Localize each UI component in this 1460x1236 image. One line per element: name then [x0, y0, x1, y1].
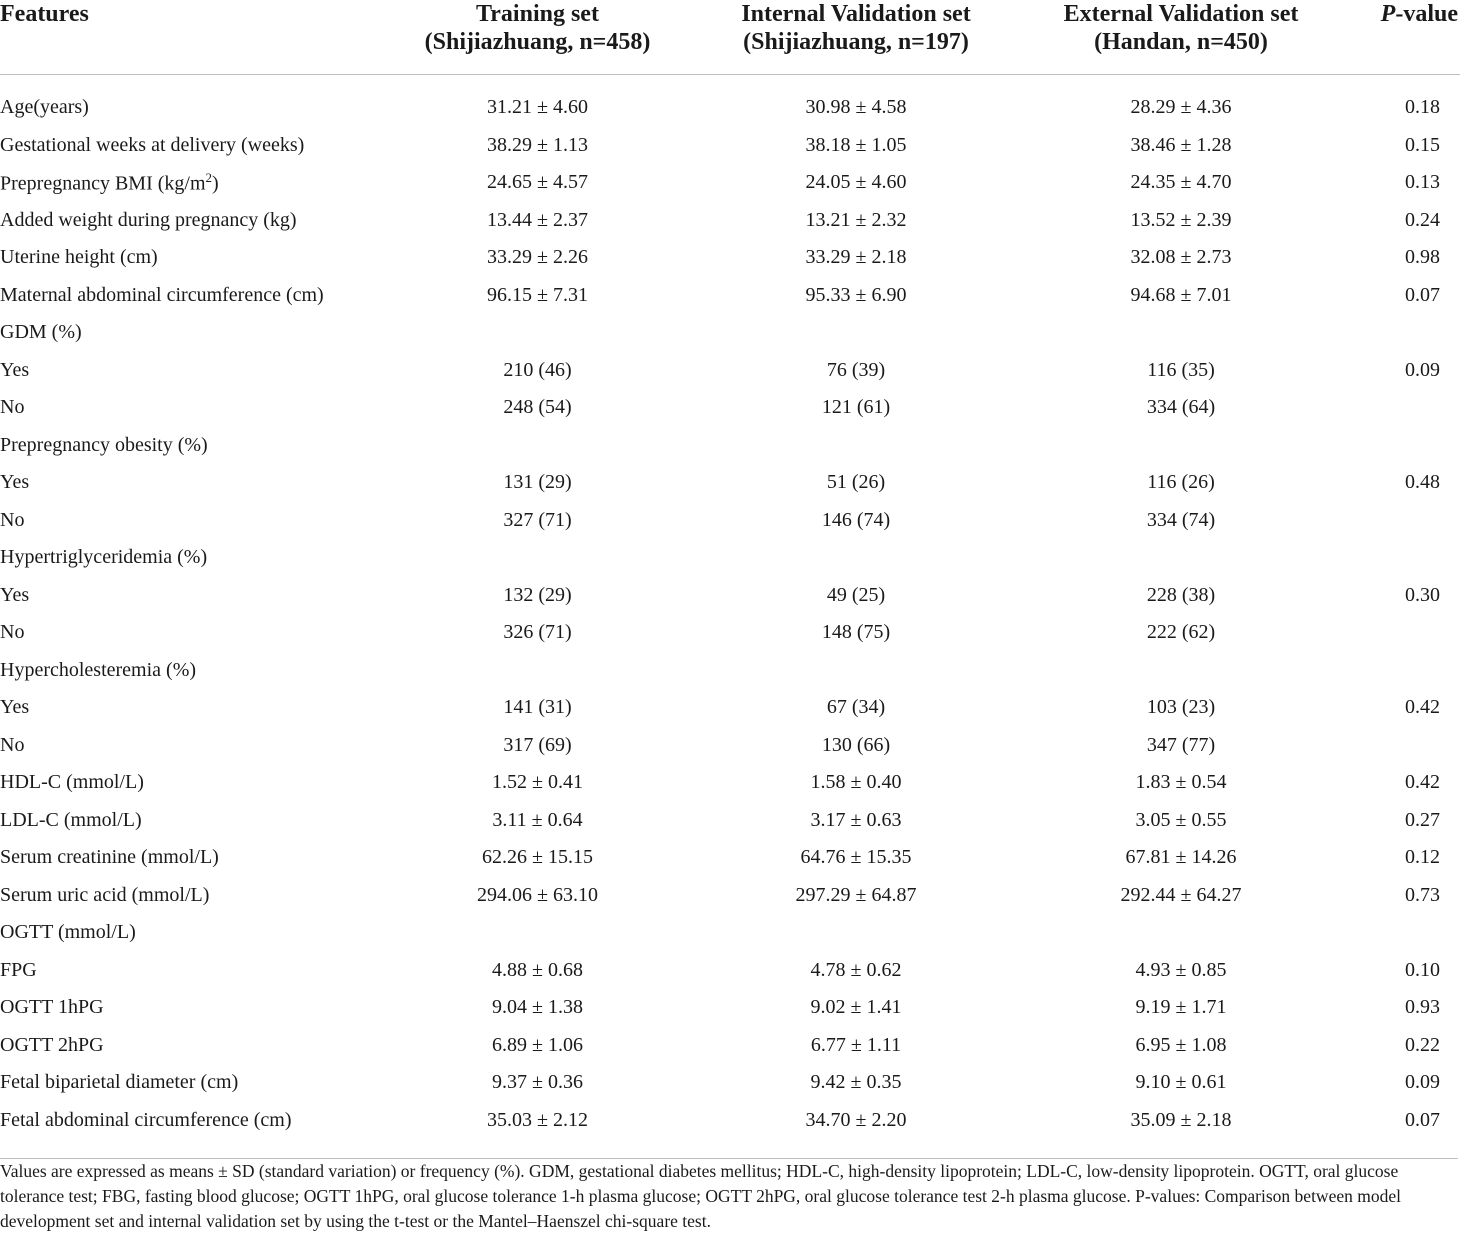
- external-validation-cell: 116 (35): [1147, 358, 1215, 381]
- training-set-cell: 13.44 ± 2.37: [487, 208, 588, 231]
- internal-validation-cell: [690, 314, 1022, 352]
- training-set-cell: 3.11 ± 0.64: [492, 808, 583, 831]
- training-set-cell: 294.06 ± 63.10: [477, 883, 598, 906]
- feature-cell: Uterine height (cm): [0, 246, 158, 269]
- internal-validation-cell: 49 (25): [826, 583, 886, 606]
- table-row: [0, 877, 1460, 915]
- p-value-cell: 0.13: [1405, 171, 1440, 194]
- external-validation-cell: 334 (64): [1146, 396, 1216, 419]
- feature-cell: Age(years): [0, 96, 89, 119]
- p-value-cell: 0.24: [1405, 208, 1440, 231]
- p-value-cell: [1340, 539, 1460, 577]
- p-value-cell: 0.98: [1405, 246, 1440, 269]
- table-row: [0, 75, 1460, 127]
- header-p-value: P-value: [1340, 0, 1460, 75]
- feature-cell: FPG: [0, 958, 37, 981]
- training-set-cell: 6.89 ± 1.06: [492, 1033, 583, 1056]
- external-validation-cell: 116 (26): [1147, 471, 1215, 494]
- external-validation-cell: 24.35 ± 4.70: [1130, 171, 1232, 194]
- training-set-cell: 33.29 ± 2.26: [487, 246, 588, 269]
- table-row: [0, 127, 1460, 165]
- table-row: [0, 1102, 1460, 1150]
- internal-validation-cell: 34.70 ± 2.20: [805, 1108, 907, 1131]
- training-set-cell: 4.88 ± 0.68: [492, 958, 583, 981]
- external-validation-cell: 67.81 ± 14.26: [1125, 846, 1237, 869]
- training-set-cell: [385, 652, 690, 690]
- training-set-cell: 31.21 ± 4.60: [487, 96, 588, 119]
- table-row: [0, 464, 1460, 502]
- training-set-cell: 35.03 ± 2.12: [487, 1108, 588, 1131]
- internal-validation-cell: 9.02 ± 1.41: [810, 996, 902, 1019]
- internal-validation-cell: 297.29 ± 64.87: [795, 883, 917, 906]
- internal-validation-cell: 67 (34): [826, 696, 886, 719]
- feature-cell: Gestational weeks at delivery (weeks): [0, 133, 305, 156]
- internal-validation-cell: 146 (74): [821, 508, 891, 531]
- footnote-text: Values are expressed as means ± SD (standard variation) or frequency (%). GDM, gestational diabetes mellitus; HDL-C, high-density lipoprotein; LDL-C, low-density lipoprotein. OGTT, oral glucose tolerance test; FBG, fasting blood glucose; OGTT 1hPG, oral glucose tolerance 1-h plasma glucose; OGTT 2hPG, oral glucose tolerance test 2-h plasma glucose. P-values: Comparison between model development set and internal validation set by using the t-test or the Mantel–Haenszel chi-square test.: [0, 1161, 1401, 1231]
- training-set-cell: 132 (29): [503, 583, 572, 606]
- table-row: [0, 1027, 1460, 1065]
- p-value-cell: [1340, 389, 1460, 427]
- p-value-cell: 0.09: [1405, 1071, 1440, 1094]
- table-row: [0, 652, 1460, 690]
- table-row: [0, 689, 1460, 727]
- p-value-cell: 0.15: [1405, 133, 1440, 156]
- feature-cell: Serum uric acid (mmol/L): [0, 883, 210, 906]
- feature-cell: GDM (%): [0, 321, 82, 344]
- p-value-cell: 0.12: [1405, 846, 1440, 869]
- p-value-cell: [1340, 614, 1460, 652]
- table-row: [0, 502, 1460, 540]
- internal-validation-cell: 6.77 ± 1.11: [810, 1033, 902, 1056]
- p-value-cell: 0.10: [1405, 958, 1440, 981]
- training-set-cell: 327 (71): [503, 508, 572, 531]
- external-validation-cell: 292.44 ± 64.27: [1120, 883, 1242, 906]
- table-row: [0, 839, 1460, 877]
- table-footnote: [0, 1158, 1458, 1234]
- internal-validation-cell: 3.17 ± 0.63: [810, 808, 902, 831]
- internal-validation-cell: 4.78 ± 0.62: [810, 958, 902, 981]
- external-validation-cell: 228 (38): [1146, 583, 1216, 606]
- internal-validation-cell: [690, 652, 1022, 690]
- training-set-cell: 96.15 ± 7.31: [487, 283, 588, 306]
- external-validation-cell: 347 (77): [1146, 733, 1216, 756]
- p-value-cell: 0.07: [1405, 1108, 1440, 1131]
- table-row: [0, 577, 1460, 615]
- external-validation-cell: 28.29 ± 4.36: [1130, 96, 1232, 119]
- feature-cell: Maternal abdominal circumference (cm): [0, 283, 324, 306]
- p-value-cell: 0.30: [1405, 583, 1440, 606]
- feature-cell: Added weight during pregnancy (kg): [0, 208, 297, 231]
- table-row: [0, 764, 1460, 802]
- table-row: [0, 727, 1460, 765]
- header-training-set: Training set (Shijiazhuang, n=458): [385, 0, 690, 75]
- feature-cell: Fetal biparietal diameter (cm): [0, 1071, 239, 1094]
- p-value-cell: 0.93: [1405, 996, 1440, 1019]
- feature-cell: No: [0, 508, 25, 531]
- external-validation-cell: 222 (62): [1146, 621, 1216, 644]
- p-value-cell: 0.27: [1405, 808, 1440, 831]
- training-set-cell: 1.52 ± 0.41: [492, 771, 583, 794]
- table-row: [0, 239, 1460, 277]
- p-value-cell: 0.09: [1405, 358, 1440, 381]
- feature-cell: OGTT (mmol/L): [0, 921, 136, 944]
- p-value-cell: [1340, 727, 1460, 765]
- feature-cell: Hypertriglyceridemia (%): [0, 546, 208, 569]
- feature-cell: Yes: [0, 583, 30, 606]
- internal-validation-cell: 64.76 ± 15.35: [800, 846, 912, 869]
- table-row: [0, 202, 1460, 240]
- internal-validation-cell: 30.98 ± 4.58: [805, 96, 907, 119]
- table-row: [0, 164, 1460, 202]
- feature-cell: Yes: [0, 358, 30, 381]
- training-set-cell: 62.26 ± 15.15: [482, 846, 593, 869]
- internal-validation-cell: 76 (39): [826, 358, 886, 381]
- internal-validation-cell: 9.42 ± 0.35: [810, 1071, 902, 1094]
- feature-cell: Yes: [0, 696, 30, 719]
- feature-cell: LDL-C (mmol/L): [0, 808, 142, 831]
- external-validation-cell: 32.08 ± 2.73: [1130, 246, 1232, 269]
- table-row: [0, 1064, 1460, 1102]
- training-set-cell: 24.65 ± 4.57: [487, 171, 588, 194]
- table-header: [0, 0, 1460, 75]
- feature-cell: Yes: [0, 471, 30, 494]
- external-validation-cell: 3.05 ± 0.55: [1135, 808, 1227, 831]
- feature-cell: HDL-C (mmol/L): [0, 771, 144, 794]
- internal-validation-cell: 13.21 ± 2.32: [805, 208, 907, 231]
- internal-validation-cell: 24.05 ± 4.60: [805, 171, 907, 194]
- internal-validation-cell: 95.33 ± 6.90: [805, 283, 907, 306]
- training-set-cell: [385, 314, 690, 352]
- table-row: [0, 314, 1460, 352]
- feature-cell: No: [0, 621, 25, 644]
- training-set-cell: 326 (71): [503, 621, 572, 644]
- header-row: [0, 0, 1460, 75]
- p-value-cell: 0.48: [1405, 471, 1440, 494]
- feature-cell: Serum creatinine (mmol/L): [0, 846, 219, 869]
- table-row: [0, 352, 1460, 390]
- table-row: [0, 389, 1460, 427]
- external-validation-cell: [1022, 314, 1340, 352]
- external-validation-cell: 4.93 ± 0.85: [1135, 958, 1227, 981]
- table-row: [0, 989, 1460, 1027]
- internal-validation-cell: 130 (66): [821, 733, 891, 756]
- p-value-cell: 0.07: [1405, 283, 1440, 306]
- feature-cell: OGTT 1hPG: [0, 996, 104, 1019]
- training-set-cell: 9.37 ± 0.36: [492, 1071, 583, 1094]
- feature-cell: OGTT 2hPG: [0, 1033, 104, 1056]
- external-validation-cell: 9.10 ± 0.61: [1135, 1071, 1227, 1094]
- header-external-validation-set: External Validation set (Handan, n=450): [1022, 0, 1340, 75]
- training-set-cell: 131 (29): [503, 471, 572, 494]
- p-value-cell: [1340, 314, 1460, 352]
- table-row: [0, 614, 1460, 652]
- external-validation-cell: 13.52 ± 2.39: [1130, 208, 1232, 231]
- p-value-cell: [1340, 652, 1460, 690]
- internal-validation-cell: 33.29 ± 2.18: [805, 246, 907, 269]
- external-validation-cell: [1022, 652, 1340, 690]
- training-set-cell: 141 (31): [503, 696, 572, 719]
- feature-cell: No: [0, 396, 25, 419]
- training-set-cell: [385, 539, 690, 577]
- table-row: [0, 952, 1460, 990]
- external-validation-cell: [1022, 914, 1340, 952]
- internal-validation-cell: 1.58 ± 0.40: [810, 771, 902, 794]
- table-row: [0, 277, 1460, 315]
- feature-cell: Prepregnancy BMI $(kg/m^2)$: [0, 169, 219, 195]
- external-validation-cell: 38.46 ± 1.28: [1130, 133, 1232, 156]
- p-value-cell: [1340, 427, 1460, 465]
- internal-validation-cell: 148 (75): [821, 621, 891, 644]
- p-value-cell: 0.18: [1405, 96, 1440, 119]
- table-row: [0, 539, 1460, 577]
- external-validation-cell: 6.95 ± 1.08: [1135, 1033, 1227, 1056]
- training-set-cell: [385, 427, 690, 465]
- external-validation-cell: [1022, 427, 1340, 465]
- p-value-cell: 0.22: [1405, 1033, 1440, 1056]
- training-set-cell: [385, 914, 690, 952]
- internal-validation-cell: 121 (61): [821, 396, 891, 419]
- external-validation-cell: 9.19 ± 1.71: [1135, 996, 1227, 1019]
- table-row: [0, 914, 1460, 952]
- external-validation-cell: [1022, 539, 1340, 577]
- external-validation-cell: 94.68 ± 7.01: [1130, 283, 1232, 306]
- table-row: [0, 427, 1460, 465]
- training-set-cell: 9.04 ± 1.38: [492, 996, 583, 1019]
- p-value-cell: [1340, 914, 1460, 952]
- internal-validation-cell: [690, 539, 1022, 577]
- training-set-cell: 210 (46): [503, 358, 572, 381]
- training-set-cell: 317 (69): [503, 733, 572, 756]
- training-set-cell: 248 (54): [503, 396, 572, 419]
- feature-cell: Hypercholesteremia (%): [0, 658, 197, 681]
- header-internal-validation-set: Internal Validation set (Shijiazhuang, n=197): [690, 0, 1022, 75]
- external-validation-cell: 103 (23): [1146, 696, 1216, 719]
- external-validation-cell: 1.83 ± 0.54: [1135, 771, 1227, 794]
- p-value-cell: [1340, 502, 1460, 540]
- feature-cell: Fetal abdominal circumference (cm): [0, 1108, 292, 1131]
- internal-validation-cell: [690, 914, 1022, 952]
- feature-cell: No: [0, 733, 25, 756]
- p-value-cell: 0.42: [1405, 696, 1440, 719]
- table-row: [0, 802, 1460, 840]
- internal-validation-cell: 38.18 ± 1.05: [805, 133, 907, 156]
- p-value-cell: 0.73: [1405, 883, 1440, 906]
- p-value-cell: 0.42: [1405, 771, 1440, 794]
- external-validation-cell: 334 (74): [1146, 508, 1216, 531]
- external-validation-cell: 35.09 ± 2.18: [1130, 1108, 1232, 1131]
- internal-validation-cell: 51 (26): [826, 471, 886, 494]
- feature-cell: Prepregnancy obesity (%): [0, 433, 208, 456]
- internal-validation-cell: [690, 427, 1022, 465]
- table-body: [0, 75, 1460, 1150]
- training-set-cell: 38.29 ± 1.13: [487, 133, 588, 156]
- header-features: Features: [0, 0, 385, 75]
